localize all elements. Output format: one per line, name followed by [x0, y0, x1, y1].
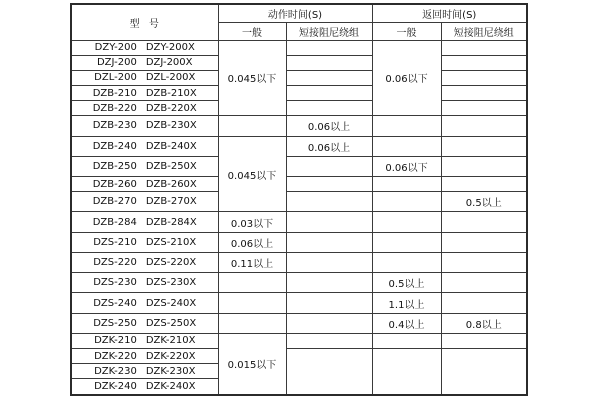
cell-action-general: [218, 293, 286, 313]
cell-model: [71, 116, 218, 136]
relay-timing-spec-table: [70, 3, 528, 396]
model-name-right: DZS-210X: [145, 236, 197, 248]
cell-return-general: [372, 232, 441, 252]
cell-return-damping: [441, 116, 527, 136]
cell-action-damping: [286, 232, 372, 252]
table-row: [71, 156, 527, 176]
model-name-left: DZK-240: [94, 381, 137, 393]
cell-return-damping: [441, 252, 527, 272]
cell-action-damping: [286, 313, 372, 333]
model-name-right: DZS-240X: [145, 297, 197, 309]
model-name-left: DZK-210: [94, 335, 137, 347]
cell-action-damping: [286, 101, 372, 116]
cell-return-general: 0.4以上: [372, 313, 441, 333]
cell-model: [71, 86, 218, 101]
table-row: [71, 333, 527, 348]
cell-return-damping: 0.8以上: [441, 313, 527, 333]
model-name-right: DZS-220X: [145, 257, 197, 269]
table-row: [71, 313, 527, 333]
cell-action-damping: [286, 212, 372, 232]
cell-action-general: 0.11以上: [218, 252, 286, 272]
model-name-left: DZK-230: [94, 365, 137, 377]
model-name-left: DZB-240: [92, 140, 137, 152]
header-action-general: 一般: [218, 22, 286, 40]
table-row: [71, 349, 527, 364]
header-return-damping: 短接阻尼绕组: [441, 22, 527, 40]
model-name-left: DZS-250: [93, 317, 137, 329]
table-row: [71, 116, 527, 136]
table-row: [71, 40, 527, 55]
cell-action-general: [218, 273, 286, 293]
model-name-left: DZS-220: [93, 257, 137, 269]
table-row: [71, 136, 527, 156]
cell-return-damping: [441, 40, 527, 55]
model-name-left: DZB-250: [92, 160, 137, 172]
model-name-left: DZB-210: [92, 87, 137, 99]
model-name-right: DZK-240X: [145, 381, 196, 393]
model-name-right: DZK-230X: [145, 365, 196, 377]
table-row: [71, 101, 527, 116]
cell-return-damping: [441, 55, 527, 70]
cell-action-general: 0.015以下: [218, 333, 286, 395]
model-name-left: DZJ-200: [96, 57, 137, 69]
cell-action-damping: [286, 273, 372, 293]
cell-action-general: [218, 313, 286, 333]
cell-return-general: [372, 177, 441, 192]
cell-return-damping: [441, 70, 527, 85]
model-name-right: DZB-284X: [145, 216, 197, 228]
table-row: [71, 177, 527, 192]
model-name-right: DZB-260X: [145, 178, 197, 190]
cell-return-general: 1.1以上: [372, 293, 441, 313]
cell-return-general: [372, 333, 441, 348]
cell-action-damping: [286, 156, 372, 176]
cell-action-damping: [286, 40, 372, 55]
model-name-right: DZB-210X: [145, 87, 197, 99]
cell-return-general: [372, 349, 441, 395]
cell-return-general: [372, 116, 441, 136]
cell-return-general: [372, 252, 441, 272]
cell-model: [71, 252, 218, 272]
cell-action-damping: [286, 70, 372, 85]
model-name-right: DZS-250X: [145, 317, 197, 329]
model-name-right: DZB-270X: [145, 196, 197, 208]
table-row: [71, 293, 527, 313]
model-name-left: DZB-260: [92, 178, 137, 190]
cell-return-general: [372, 192, 441, 212]
table-row: [71, 55, 527, 70]
model-name-left: DZK-220: [94, 350, 137, 362]
cell-action-general: 0.06以上: [218, 232, 286, 252]
cell-model: [71, 293, 218, 313]
header-model: 型 号: [71, 4, 218, 40]
cell-action-damping: [286, 252, 372, 272]
table-row: [71, 273, 527, 293]
cell-model: [71, 313, 218, 333]
cell-action-general: 0.03以下: [218, 212, 286, 232]
model-name-left: DZS-210: [93, 236, 137, 248]
model-name-right: DZK-210X: [145, 335, 196, 347]
cell-model: [71, 364, 218, 379]
model-name-left: DZB-230: [92, 120, 137, 132]
model-name-left: DZS-230: [93, 277, 137, 289]
cell-model: [71, 192, 218, 212]
table-row: [71, 232, 527, 252]
cell-return-damping: [441, 349, 527, 395]
cell-model: [71, 232, 218, 252]
model-name-right: DZB-230X: [145, 120, 197, 132]
header-return-general: 一般: [372, 22, 441, 40]
cell-return-general: 0.06以下: [372, 40, 441, 116]
cell-return-damping: [441, 101, 527, 116]
cell-model: [71, 55, 218, 70]
model-name-left: DZS-240: [93, 297, 137, 309]
cell-action-damping: [286, 192, 372, 212]
cell-return-general: [372, 136, 441, 156]
cell-return-damping: [441, 156, 527, 176]
cell-action-damping: 0.06以上: [286, 136, 372, 156]
cell-action-damping: 0.06以上: [286, 116, 372, 136]
cell-model: [71, 273, 218, 293]
cell-return-damping: [441, 86, 527, 101]
cell-action-damping: [286, 333, 372, 348]
model-name-right: DZB-240X: [145, 140, 197, 152]
cell-model: [71, 333, 218, 348]
cell-action-damping: [286, 55, 372, 70]
table-row: [71, 86, 527, 101]
model-name-left: DZY-200: [94, 42, 137, 54]
model-name-left: DZB-284: [92, 216, 137, 228]
cell-action-general: [218, 116, 286, 136]
header-row-groups: [71, 4, 527, 22]
cell-return-damping: [441, 232, 527, 252]
cell-return-damping: [441, 273, 527, 293]
model-name-right: DZK-220X: [145, 350, 196, 362]
header-action-time: 动作时间(S): [218, 4, 372, 22]
model-name-left: DZL-200: [94, 72, 137, 84]
model-name-right: DZL-200X: [145, 72, 196, 84]
model-name-right: DZJ-200X: [145, 57, 193, 69]
cell-action-damping: [286, 177, 372, 192]
model-name-right: DZY-200X: [145, 42, 195, 54]
cell-return-damping: [441, 293, 527, 313]
cell-return-general: 0.06以下: [372, 156, 441, 176]
cell-model: [71, 40, 218, 55]
cell-model: [71, 156, 218, 176]
model-name-left: DZB-220: [92, 102, 137, 114]
cell-model: [71, 212, 218, 232]
header-action-damping: 短接阻尼绕组: [286, 22, 372, 40]
cell-return-general: 0.5以上: [372, 273, 441, 293]
table-row: [71, 212, 527, 232]
cell-action-damping: [286, 293, 372, 313]
cell-action-general: 0.045以下: [218, 40, 286, 116]
cell-action-general: 0.045以下: [218, 136, 286, 212]
cell-model: [71, 177, 218, 192]
table-row: [71, 252, 527, 272]
table-row: [71, 70, 527, 85]
model-name-right: DZB-220X: [145, 102, 197, 114]
cell-return-damping: [441, 212, 527, 232]
cell-model: [71, 349, 218, 364]
cell-action-damping: [286, 86, 372, 101]
cell-model: [71, 379, 218, 395]
header-return-time: 返回时间(S): [372, 4, 527, 22]
cell-return-damping: 0.5以上: [441, 192, 527, 212]
cell-model: [71, 101, 218, 116]
cell-model: [71, 136, 218, 156]
model-name-right: DZS-230X: [145, 277, 197, 289]
cell-action-damping: [286, 349, 372, 395]
cell-return-general: [372, 212, 441, 232]
cell-return-damping: [441, 177, 527, 192]
model-name-right: DZB-250X: [145, 160, 197, 172]
cell-return-damping: [441, 333, 527, 348]
model-name-left: DZB-270: [92, 196, 137, 208]
cell-return-damping: [441, 136, 527, 156]
table-row: [71, 192, 527, 212]
cell-model: [71, 70, 218, 85]
